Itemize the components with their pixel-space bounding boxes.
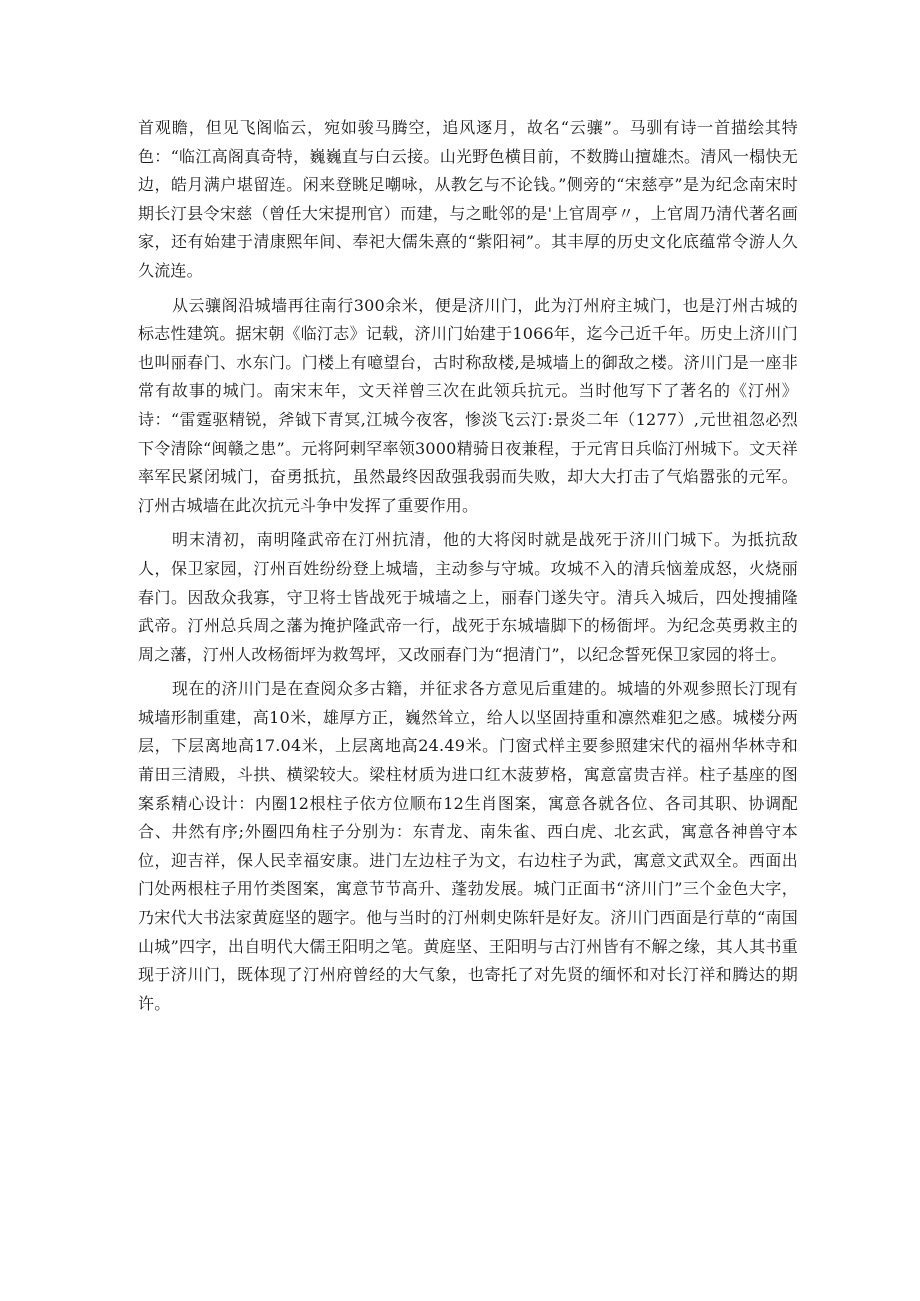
paragraph-ming-qing-defense: 明末清初，南明隆武帝在汀州抗清，他的大将闵时就是战死于济川门城下。为抵抗敌人，保卫家园，汀州百姓纷纷登上城墙，主动参与守城。攻城不入的清兵恼羞成怒，火烧丽春门。因敌众我寡，守卫将士皆战死于城墙之上，丽春门遂失守。清兵入城后，四处搜捕隆武帝。汀州总兵周之藩为掩护隆武帝一行，战死于东城墙脚下的杨衙坪。为纪念英勇救主的周之藩，汀州人改杨衙坪为救驾坪，又改丽春门为“挹清门”，以纪念誓死保卫家园的将士。 — [138, 530, 798, 664]
document-body — [138, 114, 798, 1024]
paragraph-gate-reconstruction: 现在的济川门是在查阅众多古籍，并征求各方意见后重建的。城墙的外观参照长汀现有城墙形制重建，高10米，雄厚方正，巍然耸立，给人以坚固持重和凛然难犯之感。城楼分两层，下层离地高17.04米，上层离地高24.49米。门窗式样主要参照建宋代的福州华林寺和莆田三清殿，斗拱、横梁较大。梁柱材质为进口红木菠萝格，寓意富贵吉祥。柱子基座的图案系精心设计：内圈12根柱子依方位顺布12生肖图案，寓意各就各位、各司其职、协调配合、井然有序;外圈四角柱子分别为：东青龙、南朱雀、西白虎、北玄武，寓意各神兽守本位，迎吉祥，保人民幸福安康。进门左边柱子为文，右边柱子为武，寓意文武双全。西面出门处两根柱子用竹类图案，寓意节节高升、蓬勃发展。城门正面书“济川门”三个金色大字，乃宋代大书法家黄庭坚的题字。他与当时的汀州刺史陈轩是好友。济川门西面是行草的“南国山城”四字，出自明代大儒王阳明之笔。黄庭坚、王阳明与古汀州皆有不解之缘，其人其书重现于济川门，既体现了汀州府曾经的大气象，也寄托了对先贤的缅怀和对长汀祥和腾达的期许。 — [138, 679, 798, 1013]
paragraph-yunxiang-pavilion: 首观瞻，但见飞阁临云，宛如骏马腾空，追风逐月，故名“云骧”。马驯有诗一首描绘其特色：“临江高阁真奇特，巍巍直与白云接。山光野色横目前，不数腾山擅雄杰。清风一榻快无边，皓月满户堪留连。闲来登眺足嘲咏，从教乞与不论钱。”侧旁的“宋慈亭”是为纪念南宋时期长汀县令宋慈（曾任大宋提刑官）而建，与之毗邻的是'上官周亭〃，上官周乃清代著名画家，还有始建于清康熙年间、奉祀大儒朱熹的“紫阳祠”。其丰厚的历史文化底蕴常令游人久久流连。 — [138, 118, 798, 280]
paragraph-jichuan-gate-history: 从云骧阁沿城墙再往南行300余米，便是济川门，此为汀州府主城门，也是汀州古城的标志性建筑。据宋朝《临汀志》记载，济川门始建于1066年，迄今己近千年。历史上济川门也叫丽春门、水东门。门楼上有噫望台，古时称敌楼,是城墙上的御敌之楼。济川门是一座非常有故事的城门。南宋末年，文天祥曾三次在此领兵抗元。当时他写下了著名的《汀州》诗：“雷霆驱精锐，斧钺下青冥,江城今夜客，惨淡飞云汀:景炎二年（1277）,元世祖忽必烈下令清除“闽赣之患”。元将阿剌罕率领3000精骑日夜兼程，于元宵日兵临汀州城下。文天祥率军民紧闭城门，奋勇抵抗，虽然最终因敌强我弱而失败，却大大打击了气焰嚣张的元军。汀州古城墙在此次抗元斗争中发挥了重要作用。 — [138, 295, 798, 515]
